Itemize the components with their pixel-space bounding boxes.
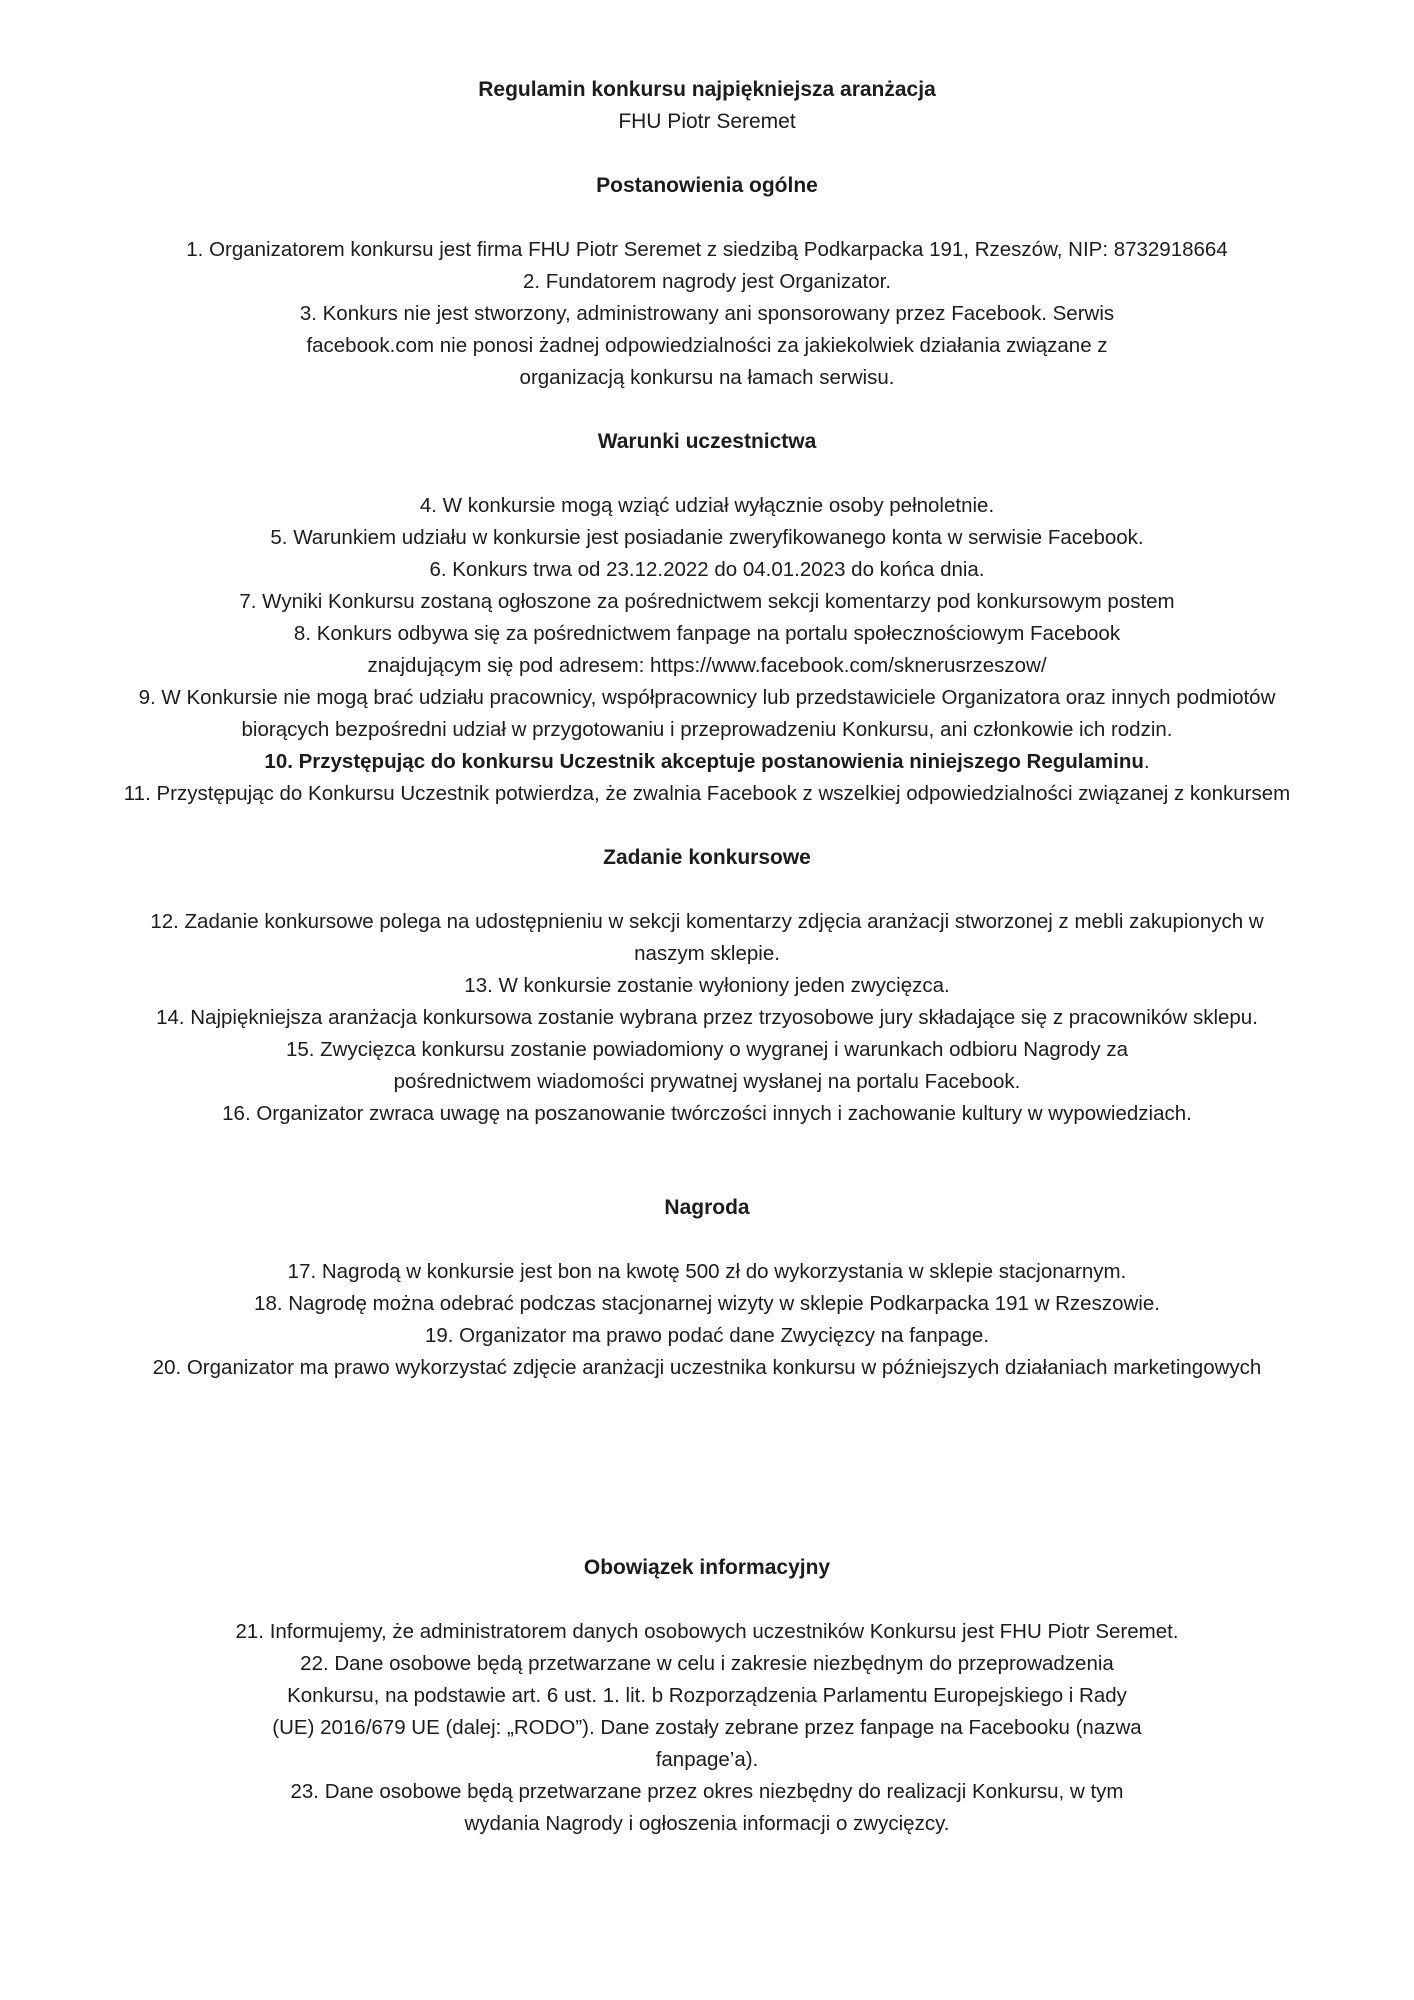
rule-19: 19. Organizator ma prawo podać dane Zwycięzcy na fanpage. [424, 1324, 990, 1347]
section-heading-info: Obowiązek informacyjny [583, 1556, 831, 1579]
section-heading-prize: Nagroda [664, 1196, 750, 1219]
rule-2: 2. Fundatorem nagrody jest Organizator. [522, 270, 892, 293]
rule-22-line-3: (UE) 2016/679 UE (dalej: „RODO”). Dane zostały zebrane przez fanpage na Facebooku (nazwa [272, 1716, 1142, 1739]
rule-12-line-1: 12. Zadanie konkursowe polega na udostępnieniu w sekcji komentarzy zdjęcia aranżacji stworzonej z mebli zakupionych w [150, 910, 1264, 933]
rule-3-line-3: organizacją konkursu na łamach serwisu. [519, 366, 895, 389]
rule-13: 13. W konkursie zostanie wyłoniony jeden zwycięzca. [464, 974, 950, 997]
rule-6: 6. Konkurs trwa od 23.12.2022 do 04.01.2023 do końca dnia. [429, 558, 985, 581]
rule-22-line-2: Konkursu, na podstawie art. 6 ust. 1. lit. b Rozporządzenia Parlamentu Europejskiego i Rady [287, 1684, 1127, 1707]
rule-22-line-4: fanpage’a). [655, 1748, 759, 1771]
rule-16: 16. Organizator zwraca uwagę na poszanowanie twórczości innych i zachowanie kultury w wypowiedziach. [222, 1102, 1192, 1125]
rule-23-line-2: wydania Nagrody i ogłoszenia informacji o zwycięzcy. [464, 1812, 950, 1835]
rule-7: 7. Wyniki Konkursu zostaną ogłoszone za pośrednictwem sekcji komentarzy pod konkursowym postem [239, 590, 1175, 613]
document-subtitle: FHU Piotr Seremet [618, 110, 796, 133]
rule-20: 20. Organizator ma prawo wykorzystać zdjęcie aranżacji uczestnika konkursu w późniejszych działaniach marketingowych [152, 1356, 1262, 1379]
rule-5: 5. Warunkiem udziału w konkursie jest posiadanie zweryfikowanego konta w serwisie Facebook. [270, 526, 1144, 549]
rule-10-bold-text: 10. Przystępując do konkursu Uczestnik akceptuje postanowienia niniejszego Regulaminu [264, 750, 1144, 773]
rule-12-line-2: naszym sklepie. [634, 942, 780, 965]
rule-23-line-1: 23. Dane osobowe będą przetwarzane przez okres niezbędny do realizacji Konkursu, w tym [290, 1780, 1124, 1803]
rule-11: 11. Przystępując do Konkursu Uczestnik potwierdza, że zwalnia Facebook z wszelkiej odpowiedzialności związanej z konkursem [123, 782, 1291, 805]
section-heading-general: Postanowienia ogólne [596, 174, 818, 197]
rule-8-line-1: 8. Konkurs odbywa się za pośrednictwem fanpage na portalu społecznościowym Facebook [293, 622, 1121, 645]
section-heading-task: Zadanie konkursowe [603, 846, 811, 869]
section-heading-participation: Warunki uczestnictwa [597, 430, 817, 453]
rule-22-line-1: 22. Dane osobowe będą przetwarzane w celu i zakresie niezbędnym do przeprowadzenia [300, 1652, 1114, 1675]
rule-14: 14. Najpiękniejsza aranżacja konkursowa zostanie wybrana przez trzyosobowe jury składające się z pracowników sklepu. [156, 1006, 1258, 1029]
rule-9-line-2: biorących bezpośredni udział w przygotowaniu i przeprowadzeniu Konkursu, ani członkowie ich rodzin. [241, 718, 1173, 741]
rule-4: 4. W konkursie mogą wziąć udział wyłącznie osoby pełnoletnie. [419, 494, 995, 517]
rule-15-line-2: pośrednictwem wiadomości prywatnej wysłanej na portalu Facebook. [393, 1070, 1021, 1093]
rule-3-line-2: facebook.com nie ponosi żadnej odpowiedzialności za jakiekolwiek działania związane z [306, 334, 1108, 357]
rule-8-line-2: znajdującym się pod adresem: https://www.facebook.com/sknerusrzeszow/ [367, 654, 1047, 677]
rule-1: 1. Organizatorem konkursu jest firma FHU Piotr Seremet z siedzibą Podkarpacka 191, Rzeszów, NIP: 8732918664 [186, 238, 1228, 261]
rule-18: 18. Nagrodę można odebrać podczas stacjonarnej wizyty w sklepie Podkarpacka 191 w Rzeszowie. [254, 1292, 1160, 1315]
rule-10-period: . [1143, 750, 1150, 773]
rule-17: 17. Nagrodą w konkursie jest bon na kwotę 500 zł do wykorzystania w sklepie stacjonarnym. [287, 1260, 1127, 1283]
rule-9-line-1: 9. W Konkursie nie mogą brać udziału pracownicy, współpracownicy lub przedstawiciele Organizatora oraz innych podmiotów [138, 686, 1276, 709]
rule-10 [0, 746, 1414, 778]
document-title: Regulamin konkursu najpiękniejsza aranżacja [478, 78, 936, 101]
rule-21: 21. Informujemy, że administratorem danych osobowych uczestników Konkursu jest FHU Piotr Seremet. [235, 1620, 1179, 1643]
rule-15-line-1: 15. Zwycięzca konkursu zostanie powiadomiony o wygranej i warunkach odbioru Nagrody za [285, 1038, 1129, 1061]
rule-3-line-1: 3. Konkurs nie jest stworzony, administrowany ani sponsorowany przez Facebook. Serwis [299, 302, 1115, 325]
